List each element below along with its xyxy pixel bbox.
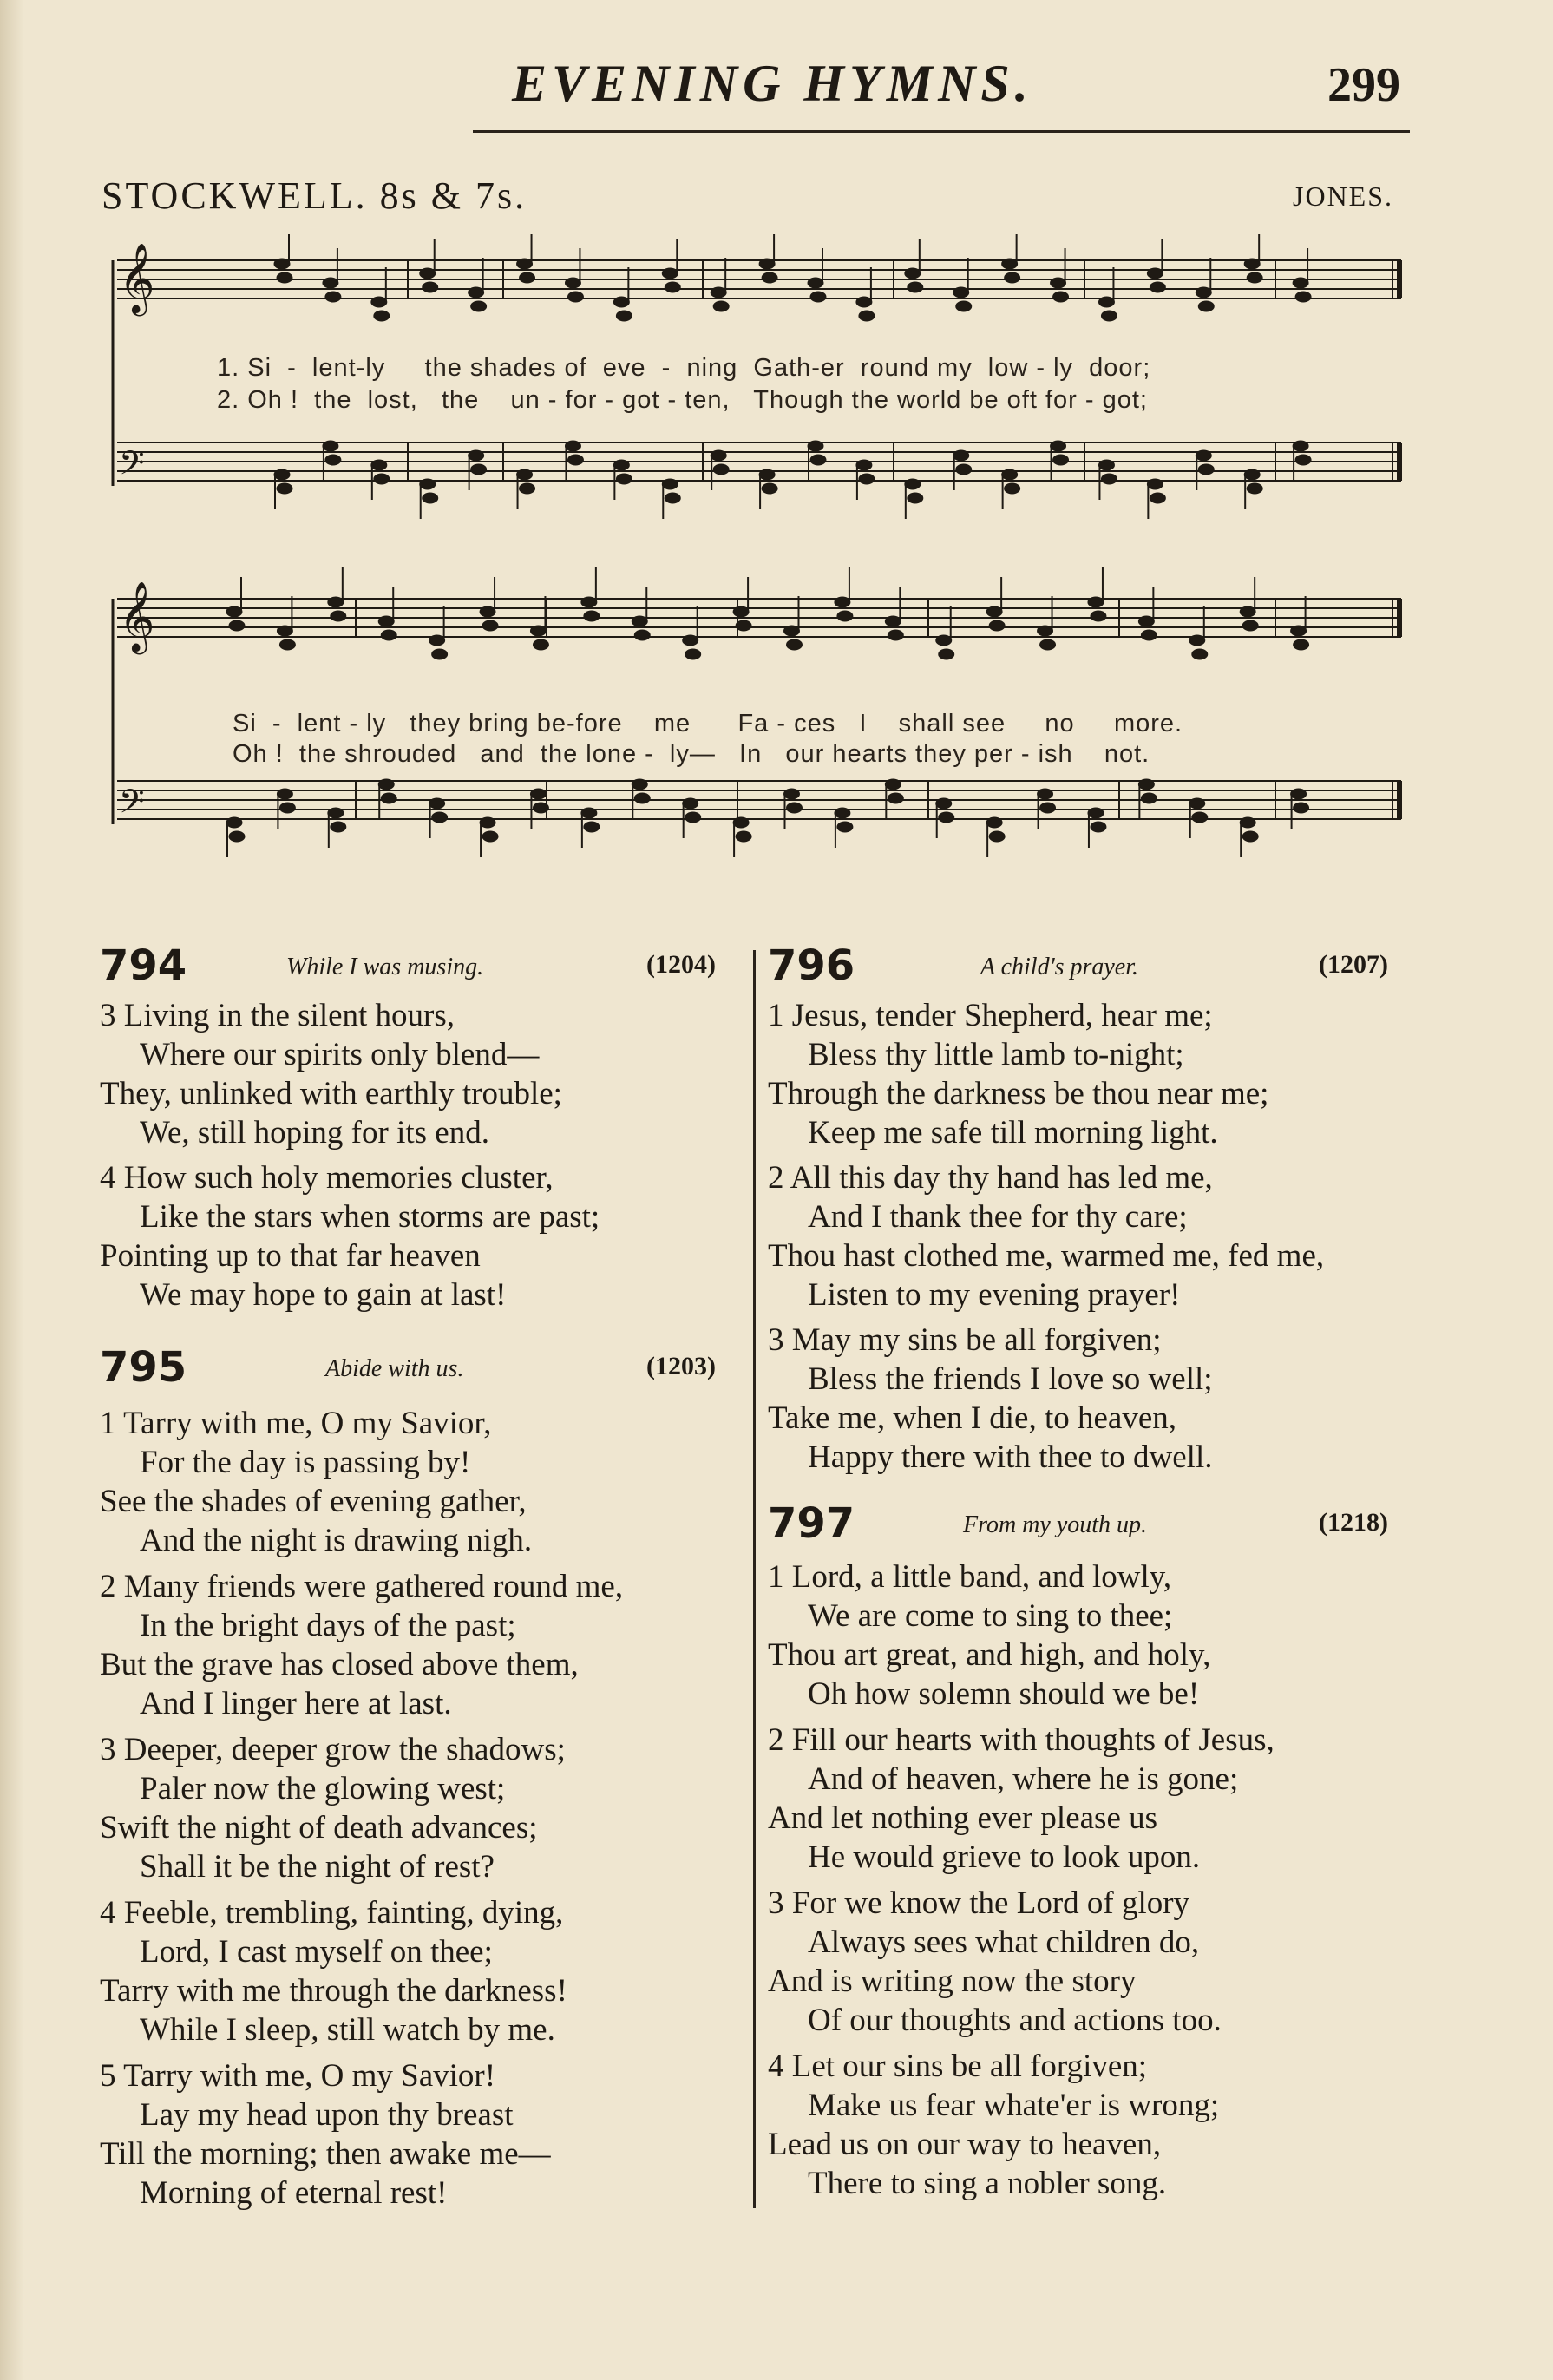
hymn-796-stanza-3 (768, 1321, 1213, 1477)
note-head (1002, 469, 1018, 480)
note-head (613, 297, 629, 307)
note-head (616, 311, 632, 321)
verse-line: And let nothing ever please us (768, 1800, 1158, 1836)
note-head (711, 287, 726, 298)
verse-line: We are come to sing to thee; (808, 1598, 1173, 1634)
note-head (885, 616, 901, 626)
verse-line: Morning of eternal rest! (140, 2175, 448, 2211)
hymn-number: 797 (768, 1499, 855, 1548)
note-head (733, 606, 749, 617)
note-head (1247, 483, 1262, 494)
note-head (469, 287, 484, 298)
note-head (1147, 479, 1163, 489)
verse-line: Through the darkness be thou near me; (768, 1076, 1269, 1111)
hymn-796-heading (768, 941, 1410, 993)
note-head (1091, 822, 1106, 832)
note-head (423, 282, 438, 292)
verse-line: Paler now the glowing west; (140, 1771, 506, 1806)
note-head (381, 630, 396, 640)
hymn-794-stanza-4 (100, 1158, 600, 1315)
verse-line: Lord, I cast myself on thee; (140, 1934, 493, 1970)
note-head (1189, 635, 1205, 646)
note-head (986, 606, 1002, 617)
page-edge-shadow (0, 0, 24, 2380)
note-head (1040, 639, 1056, 650)
note-head (1291, 789, 1307, 799)
note-head (584, 611, 600, 621)
note-head (371, 460, 387, 470)
verse-line: 4 Feeble, trembling, fainting, dying, (100, 1895, 564, 1931)
note-head (1002, 259, 1018, 269)
note-head (939, 812, 954, 823)
running-title: EVENING HYMNS. (512, 55, 1033, 112)
note-head (1293, 278, 1308, 288)
verse-line: 3 Living in the silent hours, (100, 998, 455, 1033)
note-head (1293, 441, 1308, 451)
verse-line: Shall it be the night of rest? (140, 1849, 495, 1885)
note-head (810, 292, 826, 302)
verse-line: Take me, when I die, to heaven, (768, 1400, 1177, 1436)
note-head (1189, 798, 1205, 809)
note-head (378, 779, 394, 790)
hymn-795-stanza-3 (100, 1730, 566, 1886)
note-head (567, 292, 583, 302)
verse-line: 1 Lord, a little band, and lowly, (768, 1559, 1172, 1595)
note-head (956, 301, 972, 311)
note-head (279, 803, 295, 813)
verse-line: Thou hast clothed me, warmed me, fed me, (768, 1238, 1325, 1274)
note-head (371, 297, 387, 307)
note-head (1101, 474, 1117, 484)
note-head (1291, 626, 1307, 636)
note-head (565, 278, 580, 288)
note-head (1242, 831, 1258, 842)
note-head (835, 808, 850, 818)
note-head (711, 450, 726, 461)
note-head (482, 831, 498, 842)
verse-line: See the shades of evening gather, (100, 1484, 527, 1519)
note-head (323, 441, 338, 451)
note-head (713, 301, 729, 311)
note-head (1038, 626, 1053, 636)
note-head (1150, 493, 1165, 503)
note-head (226, 606, 242, 617)
note-head (989, 831, 1005, 842)
note-head (634, 793, 650, 803)
note-head (616, 474, 632, 484)
note-head (808, 441, 823, 451)
verse-line: Always sees what children do, (808, 1924, 1200, 1960)
note-head (325, 455, 341, 465)
note-head (533, 803, 548, 813)
note-head (1242, 620, 1258, 631)
note-head (856, 460, 872, 470)
note-head (1240, 817, 1255, 828)
note-head (665, 493, 680, 503)
note-head (784, 626, 800, 636)
note-head (277, 626, 292, 636)
hymn-797-stanza-1 (768, 1557, 1210, 1714)
verse-line: 3 May my sins be all forgiven; (768, 1322, 1162, 1358)
note-head (331, 822, 346, 832)
verse-line: 1 Tarry with me, O my Savior, (100, 1406, 492, 1441)
note-head (632, 779, 647, 790)
verse-line: 2 Many friends were gathered round me, (100, 1569, 624, 1604)
note-head (683, 635, 698, 646)
note-head (420, 479, 436, 489)
note-head (1295, 455, 1311, 465)
hymn-reference: (1207) (1319, 950, 1388, 979)
note-head (1098, 460, 1114, 470)
note-head (429, 635, 445, 646)
note-head (1005, 483, 1020, 494)
note-head (1038, 789, 1053, 799)
note-head (420, 268, 436, 279)
hymn-number: 794 (100, 941, 187, 990)
note-head (936, 635, 952, 646)
note-head (471, 464, 487, 475)
note-head (905, 479, 921, 489)
verse-line: 5 Tarry with me, O my Savior! (100, 2058, 496, 2094)
note-head (480, 606, 495, 617)
note-head (331, 611, 346, 621)
note-head (1198, 464, 1214, 475)
verse-line: Pointing up to that far heaven (100, 1238, 481, 1274)
bass-clef-icon: 𝄢 (119, 782, 145, 829)
hymn-795-heading (100, 1343, 737, 1395)
hymn-796-stanza-1 (768, 996, 1268, 1152)
note-head (1192, 812, 1208, 823)
note-head (759, 259, 775, 269)
note-head (808, 278, 823, 288)
verse-line: Listen to my evening prayer! (808, 1277, 1181, 1313)
note-head (517, 469, 533, 480)
note-head (835, 597, 850, 607)
note-head (953, 450, 969, 461)
note-head (939, 649, 954, 659)
verse-line: While I sleep, still watch by me. (140, 2012, 555, 2048)
music-notation (95, 234, 1414, 894)
hymn-796-stanza-2 (768, 1158, 1324, 1315)
note-head (986, 817, 1002, 828)
note-head (736, 831, 751, 842)
note-head (1101, 311, 1117, 321)
verse-line: And I thank thee for thy care; (808, 1199, 1188, 1235)
hymn-797-heading (768, 1499, 1410, 1551)
verse-line: Keep me safe till morning light. (808, 1115, 1218, 1151)
verse-line: Like the stars when storms are past; (140, 1199, 600, 1235)
verse-line: 3 For we know the Lord of glory (768, 1885, 1190, 1921)
note-head (888, 793, 903, 803)
note-head (432, 812, 448, 823)
note-head (1247, 272, 1262, 283)
note-head (584, 822, 600, 832)
note-head (683, 798, 698, 809)
note-head (953, 287, 969, 298)
verse-line: He would grieve to look upon. (808, 1839, 1201, 1875)
note-head (1192, 649, 1208, 659)
note-head (328, 597, 344, 607)
note-head (325, 292, 341, 302)
hymn-title: From my youth up. (963, 1511, 1148, 1538)
note-head (1088, 597, 1104, 607)
hymn-reference: (1204) (646, 950, 716, 979)
note-head (1098, 297, 1114, 307)
verse-line: Bless the friends I love so well; (808, 1361, 1213, 1397)
lyric-system2-verse2: Oh ! the shrouded and the lone - ly— In our hearts they per - ish not. (233, 740, 1150, 768)
note-head (859, 474, 875, 484)
treble-clef-icon: 𝄞 (119, 242, 155, 313)
verse-line: 2 Fill our hearts with thoughts of Jesus, (768, 1722, 1275, 1758)
note-head (956, 464, 972, 475)
note-head (787, 639, 803, 650)
note-head (1053, 455, 1069, 465)
verse-line: Lead us on our way to heaven, (768, 2127, 1162, 2162)
hymn-795-stanza-1 (100, 1404, 532, 1560)
note-head (762, 483, 777, 494)
note-head (1294, 803, 1309, 813)
note-head (432, 649, 448, 659)
note-head (613, 460, 629, 470)
verse-line: Lay my head upon thy breast (140, 2097, 514, 2133)
note-head (908, 282, 923, 292)
note-head (374, 474, 390, 484)
note-head (567, 455, 583, 465)
note-head (229, 620, 245, 631)
note-head (328, 808, 344, 818)
note-head (274, 259, 290, 269)
note-head (381, 793, 396, 803)
note-head (888, 630, 903, 640)
lyric-system1-verse1: 1. Si - lent-ly the shades of eve - ning Gath-er round my low - ly door; (217, 354, 1151, 382)
verse-line: 2 All this day thy hand has led me, (768, 1160, 1213, 1196)
note-head (1138, 616, 1154, 626)
note-head (229, 831, 245, 842)
note-head (533, 639, 548, 650)
note-head (581, 597, 597, 607)
note-head (374, 311, 390, 321)
verse-line: 1 Jesus, tender Shepherd, hear me; (768, 998, 1213, 1033)
note-head (1244, 259, 1260, 269)
verse-line: For the day is passing by! (140, 1445, 471, 1480)
verse-line: Of our thoughts and actions too. (808, 2003, 1222, 2038)
verse-line: There to sing a nobler song. (808, 2166, 1167, 2201)
verse-line: We may hope to gain at last! (140, 1277, 507, 1313)
note-head (859, 311, 875, 321)
note-head (277, 272, 292, 283)
hymn-797-stanza-3 (768, 1884, 1222, 2040)
hymn-797-stanza-2 (768, 1721, 1275, 1877)
tune-name: STOCKWELL. 8s & 7s. (102, 174, 527, 217)
note-head (429, 798, 445, 809)
lyric-system2-verse1: Si - lent - ly they bring be-fore me Fa - ces I shall see no more. (233, 710, 1183, 738)
note-head (1198, 301, 1214, 311)
verse-line: And I linger here at last. (140, 1686, 452, 1721)
note-head (1051, 278, 1066, 288)
verse-line: Oh how solemn should we be! (808, 1676, 1200, 1712)
hymn-795-stanza-4 (100, 1893, 567, 2049)
note-head (378, 616, 394, 626)
note-head (908, 493, 923, 503)
hymn-reference: (1218) (1319, 1508, 1388, 1537)
tune-composer: JONES. (1293, 180, 1394, 212)
verse-line: Bless thy little lamb to-night; (808, 1037, 1184, 1072)
note-head (685, 812, 701, 823)
hymn-title: A child's prayer. (980, 954, 1139, 980)
hymn-794-heading (100, 941, 737, 993)
hymn-title: While I was musing. (286, 954, 484, 980)
note-head (632, 616, 647, 626)
bass-clef-icon: 𝄢 (119, 443, 145, 490)
note-head (762, 272, 777, 283)
hymn-number: 795 (100, 1343, 187, 1392)
note-head (520, 483, 535, 494)
page-number: 299 (1327, 58, 1400, 112)
verse-line: 3 Deeper, deeper grow the shadows; (100, 1732, 566, 1767)
note-head (1141, 630, 1157, 640)
note-head (226, 817, 242, 828)
note-head (581, 808, 597, 818)
note-head (936, 798, 952, 809)
verse-line: And of heaven, where he is gone; (808, 1761, 1239, 1797)
note-head (787, 803, 803, 813)
lyric-system1-verse2: 2. Oh ! the lost, the un - for - got - ten, Though the world be oft for - got; (217, 386, 1148, 414)
note-head (885, 779, 901, 790)
note-head (810, 455, 826, 465)
note-head (1196, 450, 1211, 461)
note-head (530, 626, 546, 636)
note-head (856, 297, 872, 307)
verse-line: But the grave has closed above them, (100, 1647, 579, 1682)
note-head (482, 620, 498, 631)
note-head (665, 282, 680, 292)
note-head (1051, 441, 1066, 451)
hymn-797-stanza-4 (768, 2047, 1219, 2203)
note-head (517, 259, 533, 269)
note-head (520, 272, 535, 283)
verse-line: They, unlinked with earthly trouble; (100, 1076, 562, 1111)
note-head (662, 479, 678, 489)
header-rule (473, 130, 1410, 133)
verse-line: Swift the night of death advances; (100, 1810, 538, 1846)
hymn-795-stanza-5 (100, 2056, 551, 2213)
note-head (480, 817, 495, 828)
column-divider (753, 950, 756, 2208)
verse-line: Happy there with thee to dwell. (808, 1439, 1213, 1475)
hymn-794-stanza-3 (100, 996, 562, 1152)
verse-line: Where our spirits only blend— (140, 1037, 540, 1072)
verse-line: 4 Let our sins be all forgiven; (768, 2049, 1148, 2084)
note-head (1005, 272, 1020, 283)
verse-line: Thou art great, and high, and holy, (768, 1637, 1211, 1673)
note-head (733, 817, 749, 828)
verse-line: 4 How such holy memories cluster, (100, 1160, 554, 1196)
verse-line: We, still hoping for its end. (140, 1115, 489, 1151)
verse-line: And is writing now the story (768, 1964, 1137, 1999)
verse-line: Till the morning; then awake me— (100, 2136, 551, 2172)
note-head (837, 611, 853, 621)
note-head (1150, 282, 1165, 292)
note-head (662, 268, 678, 279)
note-head (713, 464, 729, 475)
hymn-title: Abide with us. (325, 1355, 464, 1382)
note-head (1240, 606, 1255, 617)
note-head (1147, 268, 1163, 279)
note-head (989, 620, 1005, 631)
verse-line: Tarry with me through the darkness! (100, 1973, 567, 2009)
note-head (471, 301, 487, 311)
note-head (1040, 803, 1056, 813)
note-head (1295, 292, 1311, 302)
note-head (1141, 793, 1157, 803)
note-head (634, 630, 650, 640)
note-head (565, 441, 580, 451)
note-head (685, 649, 701, 659)
note-head (530, 789, 546, 799)
note-head (274, 469, 290, 480)
treble-clef-icon: 𝄞 (119, 580, 155, 652)
note-head (1091, 611, 1106, 621)
note-head (323, 278, 338, 288)
note-head (837, 822, 853, 832)
note-head (1244, 469, 1260, 480)
hymn-795-stanza-2 (100, 1567, 623, 1723)
note-head (279, 639, 295, 650)
hymn-number: 796 (768, 941, 855, 990)
verse-line: Make us fear whate'er is wrong; (808, 2088, 1220, 2123)
verse-line: And the night is drawing nigh. (140, 1523, 533, 1558)
note-head (1294, 639, 1309, 650)
note-head (1053, 292, 1069, 302)
note-head (759, 469, 775, 480)
hymn-reference: (1203) (646, 1352, 716, 1380)
note-head (1196, 287, 1211, 298)
note-head (277, 483, 292, 494)
note-head (469, 450, 484, 461)
note-head (1138, 779, 1154, 790)
verse-line: In the bright days of the past; (140, 1608, 516, 1643)
note-head (423, 493, 438, 503)
note-head (736, 620, 751, 631)
note-head (1088, 808, 1104, 818)
note-head (905, 268, 921, 279)
note-head (277, 789, 292, 799)
note-head (784, 789, 800, 799)
